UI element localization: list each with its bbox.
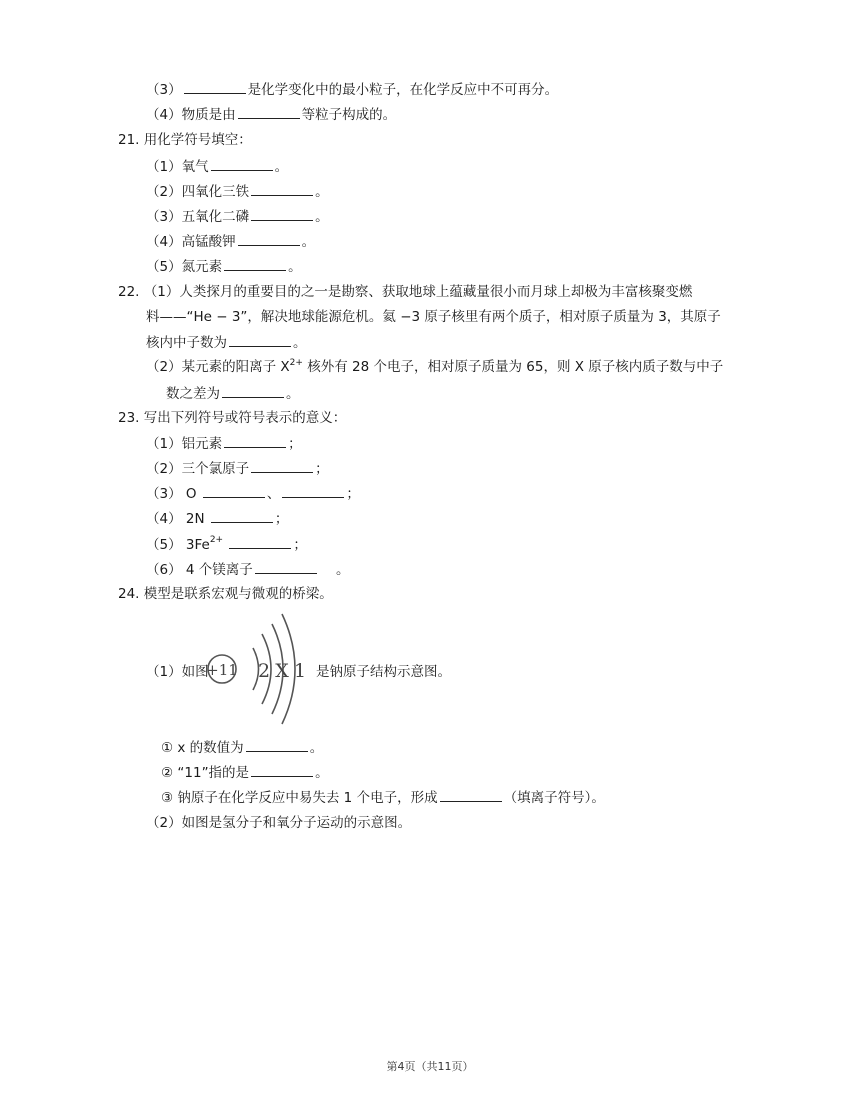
- q22-part1-line2: 料——“He − 3”，解决地球能源危机。氦 −3 原子核里有两个质子，相对原子质量为 3，其原子: [146, 309, 721, 325]
- answer-blank[interactable]: [238, 232, 300, 246]
- q21-item-4: （4）高锰酸钾 。: [146, 234, 316, 250]
- q24-part1-pre: （1）如图: [146, 664, 209, 680]
- answer-blank[interactable]: [222, 384, 284, 398]
- shell-3-electrons: 1: [293, 660, 307, 682]
- nucleus-charge: +11: [206, 661, 238, 679]
- q21-item-2: （2）四氧化三铁 。: [146, 184, 329, 200]
- answer-blank[interactable]: [251, 763, 313, 777]
- answer-blank[interactable]: [211, 509, 273, 523]
- answer-blank[interactable]: [255, 560, 317, 574]
- q23-item-3: （3） O 、 ；: [146, 486, 360, 502]
- answer-blank[interactable]: [224, 257, 286, 271]
- question-24-title: 24. 模型是联系宏观与微观的桥梁。: [118, 586, 333, 602]
- q24-part1-iii: ③ 钠原子在化学反应中易失去 1 个电子，形成 （填离子符号）。: [161, 790, 605, 806]
- q23-item-5: （5） $3Fe^{2+}$ ；: [146, 535, 307, 553]
- shell-2-electrons: X: [275, 660, 289, 682]
- line-4-matter-particles: （4）物质是由 等粒子构成的。: [146, 107, 397, 123]
- answer-blank[interactable]: [238, 105, 300, 119]
- answer-blank[interactable]: [203, 484, 265, 498]
- q23-item-2: （2）三个氯原子 ；: [146, 461, 329, 477]
- answer-blank[interactable]: [440, 788, 502, 802]
- answer-blank[interactable]: [211, 157, 273, 171]
- q23-item-1: （1）铝元素 ；: [146, 436, 302, 452]
- q22-part2-line1: （2）某元素的阳离子 $X^{2+}$ 核外有 28 个电子，相对原子质量为 65，则 X 原子核内质子数与中子: [146, 358, 724, 375]
- answer-blank[interactable]: [224, 434, 286, 448]
- answer-blank[interactable]: [282, 484, 344, 498]
- q24-part1-post: 是钠原子结构示意图。: [316, 664, 451, 680]
- q21-item-5: （5）氮元素 。: [146, 259, 302, 275]
- q23-item-4: （4） 2N ；: [146, 511, 289, 527]
- answer-blank[interactable]: [251, 182, 313, 196]
- shell-1-electrons: 2: [257, 660, 271, 682]
- question-21-title: 21. 用化学符号填空：: [118, 132, 252, 148]
- answer-blank[interactable]: [229, 535, 291, 549]
- q21-item-3: （3）五氧化二磷 。: [146, 209, 329, 225]
- q24-part1-i: ① x 的数值为 。: [161, 740, 324, 756]
- q21-item-1: （1）氧气 。: [146, 159, 289, 175]
- answer-blank[interactable]: [229, 333, 291, 347]
- page-footer: 第4页（共11页）: [386, 1060, 474, 1073]
- answer-blank[interactable]: [184, 80, 246, 94]
- sodium-atom-diagram: [206, 610, 316, 730]
- q24-part2: （2）如图是氢分子和氧分子运动的示意图。: [146, 815, 412, 831]
- answer-blank[interactable]: [251, 459, 313, 473]
- line-3-smallest-particle: （3） 是化学变化中的最小粒子，在化学反应中不可再分。: [146, 82, 559, 98]
- q22-part1-line1: 22. （1）人类探月的重要目的之一是勘察、获取地球上蕴藏量很小而月球上却极为丰富核聚变燃: [118, 284, 693, 300]
- answer-blank[interactable]: [246, 738, 308, 752]
- q22-part1-line3: 核内中子数为 。: [146, 335, 307, 351]
- q22-part2-line2: 数之差为 。: [166, 386, 300, 402]
- answer-blank[interactable]: [251, 207, 313, 221]
- q24-part1-ii: ② “11”指的是 。: [161, 765, 329, 781]
- q23-item-6: （6） 4 个镁离子 。: [146, 562, 350, 578]
- question-23-title: 23. 写出下列符号或符号表示的意义：: [118, 410, 347, 426]
